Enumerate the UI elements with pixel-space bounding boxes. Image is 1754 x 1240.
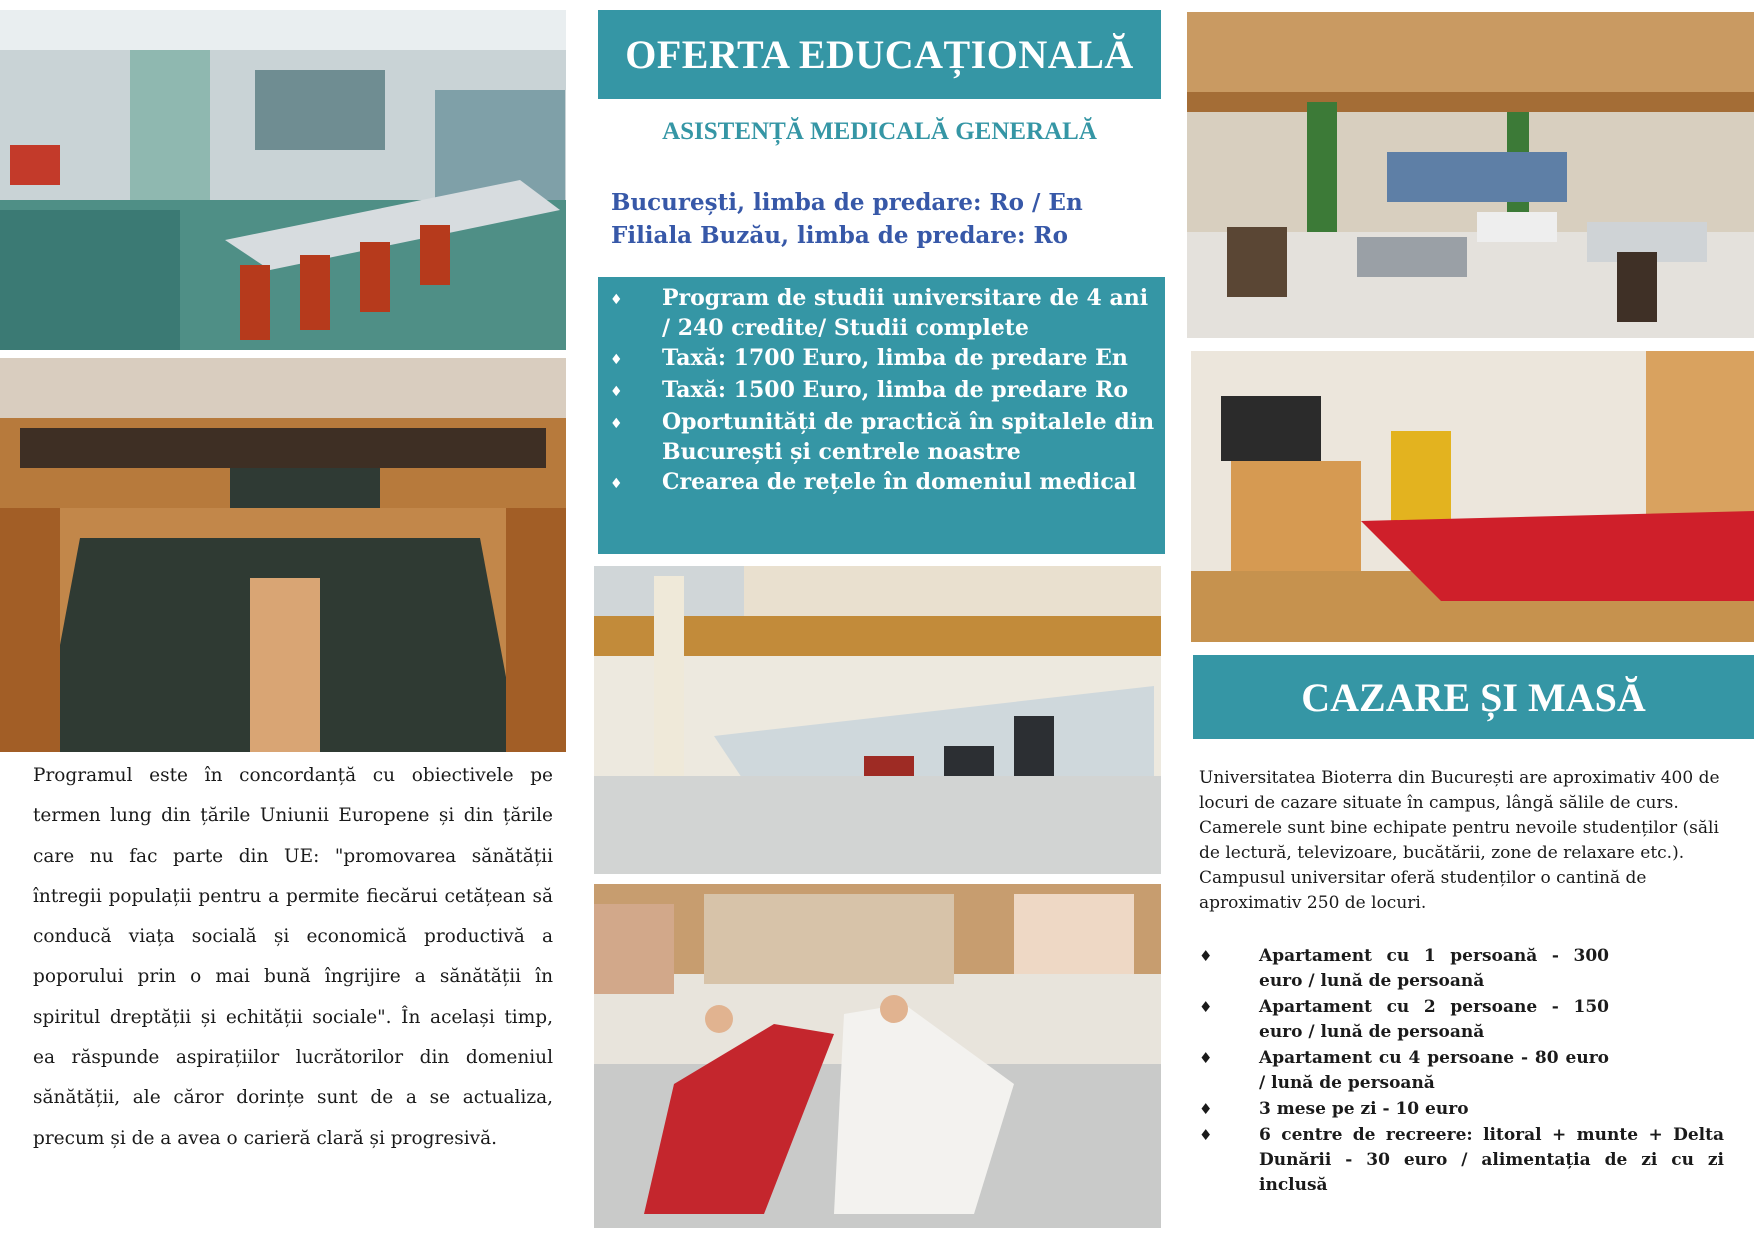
list-item	[610, 467, 1159, 499]
diamond-bullet-icon: ♦	[610, 416, 623, 432]
diamond-bullet-icon: ♦	[1199, 1126, 1213, 1144]
library-photo	[0, 10, 566, 350]
dining-hall-photo	[1187, 12, 1754, 338]
location-buzau: Filiala Buzău, limba de predare: Ro	[611, 222, 1069, 249]
program-bullet-text: Oportunități de practică în spitalele din București și centrele noastre	[662, 409, 1155, 465]
nursing-lab-photo	[594, 884, 1161, 1228]
program-bullet-text: Crearea de rețele în domeniul medical	[662, 469, 1137, 495]
accommodation-prices-list	[1199, 944, 1738, 1199]
list-item	[1199, 944, 1738, 994]
price-item-text: Apartament cu 1 persoană - 300 euro / lună de persoană	[1259, 946, 1609, 991]
program-highlights-box	[598, 277, 1165, 554]
list-item	[1199, 1046, 1738, 1096]
diamond-bullet-icon: ♦	[1199, 947, 1213, 965]
program-subtitle: ASISTENȚĂ MEDICALĂ GENERALĂ	[662, 118, 1097, 145]
diamond-bullet-icon: ♦	[610, 384, 623, 400]
page-title: OFERTA EDUCAȚIONALĂ	[598, 10, 1161, 99]
list-item	[610, 283, 1159, 343]
diamond-bullet-icon: ♦	[1199, 998, 1213, 1016]
program-description: Programul este în concordanță cu obiectivele pe termen lung din țările Uniunii Europene și din țările care nu fac parte din UE: "promovarea sănătății întregii populații pentru a permite fiecărui cetățean să conducă viața socială și economică productivă a poporului prin o mai bună îngrijire a sănătății în spiritul dreptății și echității sociale". În același timp, ea răspunde aspirațiilor lucrătorilor din domeniul sănătății, ale căror dorințe sunt de a se actualiza, precum și de a avea o carieră clară și progresivă.	[33, 765, 553, 1149]
accommodation-description	[1199, 766, 1738, 916]
diamond-bullet-icon: ♦	[610, 292, 623, 308]
bedroom-photo	[1191, 351, 1754, 642]
amphitheater-photo	[0, 358, 566, 752]
list-item	[1199, 1097, 1738, 1122]
location-bucharest: București, limba de predare: Ro / En	[611, 189, 1083, 216]
canteen-paragraph: Campusul universitar oferă studenților o cantină de aproximativ 250 de locuri.	[1199, 868, 1647, 913]
program-bullet-text: Taxă: 1700 Euro, limba de predare En	[662, 345, 1128, 371]
accommodation-paragraph: Universitatea Bioterra din București are aproximativ 400 de locuri de cazare situate în campus, lângă sălile de curs. Camerele sunt bine echipate pentru nevoile studenților (săli de lectură, televizoare, bucătării, zone de relaxare etc.).	[1199, 768, 1720, 863]
program-bullet-text: Taxă: 1500 Euro, limba de predare Ro	[662, 377, 1129, 403]
diamond-bullet-icon: ♦	[1199, 1100, 1213, 1118]
list-item	[1199, 1123, 1738, 1198]
price-item-text: Apartament cu 4 persoane - 80 euro / lună de persoană	[1259, 1048, 1609, 1093]
diamond-bullet-icon: ♦	[610, 352, 623, 368]
price-item-text: 3 mese pe zi - 10 euro	[1259, 1099, 1469, 1119]
anatomy-lab-photo	[594, 566, 1161, 874]
accommodation-title: CAZARE ȘI MASĂ	[1193, 655, 1754, 739]
price-item-text: Apartament cu 2 persoane - 150 euro / lună de persoană	[1259, 997, 1609, 1042]
diamond-bullet-icon: ♦	[1199, 1049, 1213, 1067]
diamond-bullet-icon: ♦	[610, 476, 623, 492]
list-item	[1199, 995, 1738, 1045]
list-item	[610, 407, 1159, 467]
list-item	[610, 375, 1159, 407]
price-item-text: 6 centre de recreere: litoral + munte + Delta Dunării - 30 euro / alimentația de zi cu zi inclusă	[1259, 1125, 1724, 1195]
list-item	[610, 343, 1159, 375]
teaching-locations	[611, 186, 1151, 252]
program-bullet-text: Program de studii universitare de 4 ani / 240 credite/ Studii complete	[662, 285, 1149, 341]
